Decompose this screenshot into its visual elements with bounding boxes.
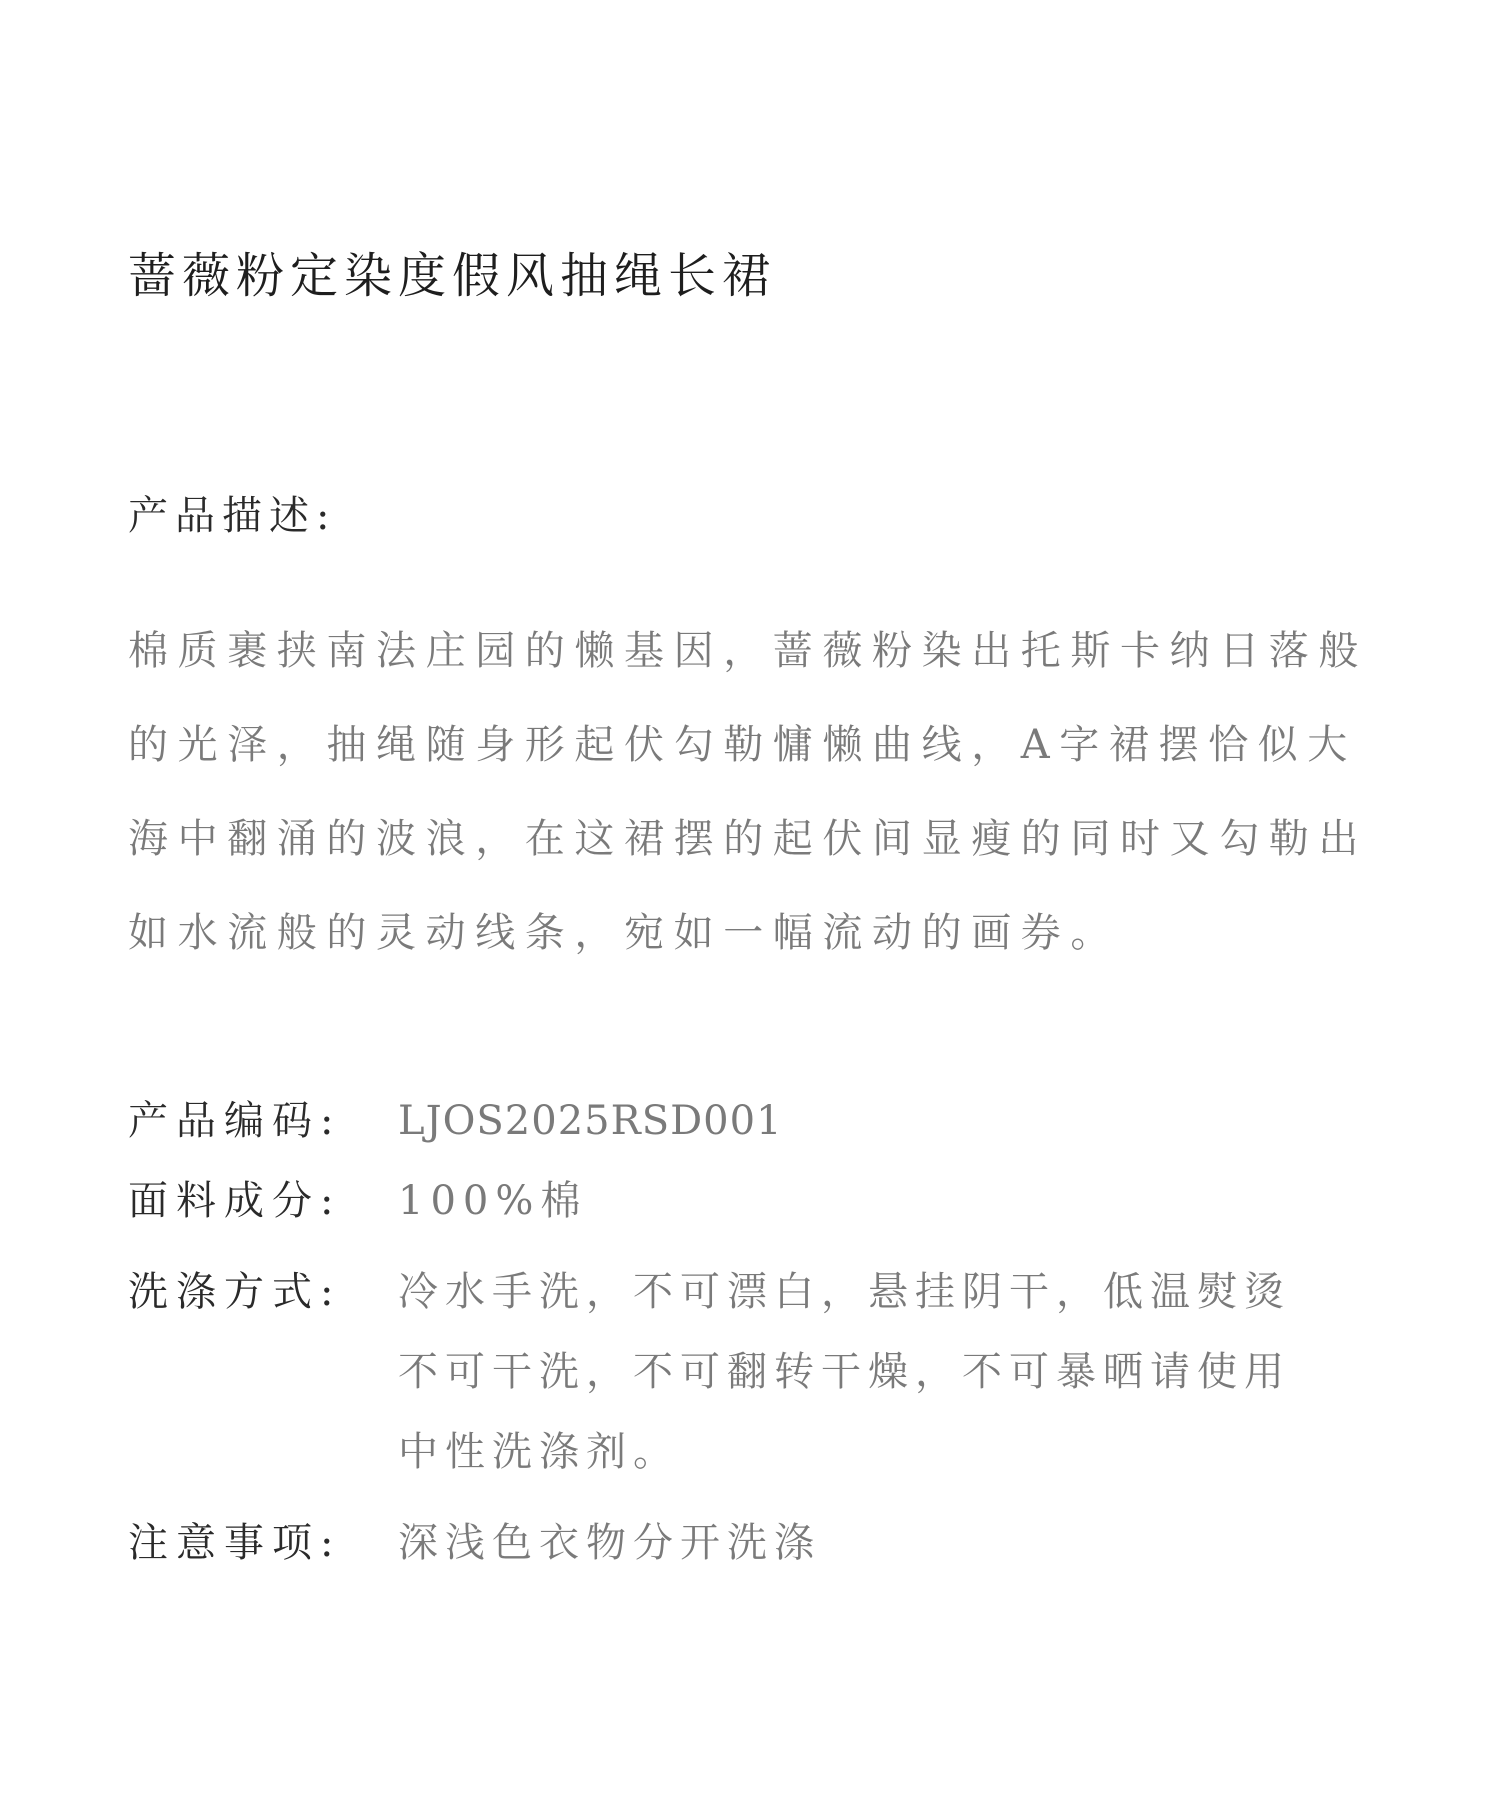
spec-label-notes: 注意事项: — [128, 1520, 342, 1566]
spec-row-material — [128, 1172, 1383, 1230]
description-line: 的光泽，抽绳随身形起伏勾勒慵懒曲线，A字裙摆恰似大 — [128, 722, 1357, 768]
spec-value-material: 100%棉 — [398, 1178, 588, 1224]
spec-value-notes: 深浅色衣物分开洗涤 — [398, 1520, 821, 1566]
description-line: 棉质裹挟南法庄园的懒基因，蔷薇粉染出托斯卡纳日落般 — [128, 628, 1368, 674]
spec-row-notes — [128, 1514, 1383, 1572]
description-line: 海中翻涌的波浪，在这裙摆的起伏间显瘦的同时又勾勒出 — [128, 816, 1368, 862]
description-heading: 产品描述: — [128, 493, 337, 539]
washing-line: 冷水手洗，不可漂白，悬挂阴干，低温熨烫 — [398, 1269, 1291, 1315]
spec-value-code: LJOS2025RSD001 — [398, 1098, 783, 1144]
washing-line: 不可干洗，不可翻转干燥，不可暴晒请使用 — [398, 1349, 1291, 1395]
product-title: 蔷薇粉定染度假风抽绳长裙 — [128, 248, 777, 304]
product-specs — [128, 1092, 1383, 1594]
spec-label-code: 产品编码: — [128, 1098, 342, 1144]
spec-label-washing: 洗涤方式: — [128, 1269, 342, 1315]
spec-label-material: 面料成分: — [128, 1178, 342, 1224]
spec-value-washing — [398, 1252, 1383, 1492]
spec-row-code — [128, 1092, 1383, 1150]
washing-line: 中性洗涤剂。 — [398, 1429, 680, 1475]
product-description — [128, 604, 1383, 980]
spec-row-washing — [128, 1252, 1383, 1492]
description-line: 如水流般的灵动线条，宛如一幅流动的画券。 — [128, 910, 1120, 956]
